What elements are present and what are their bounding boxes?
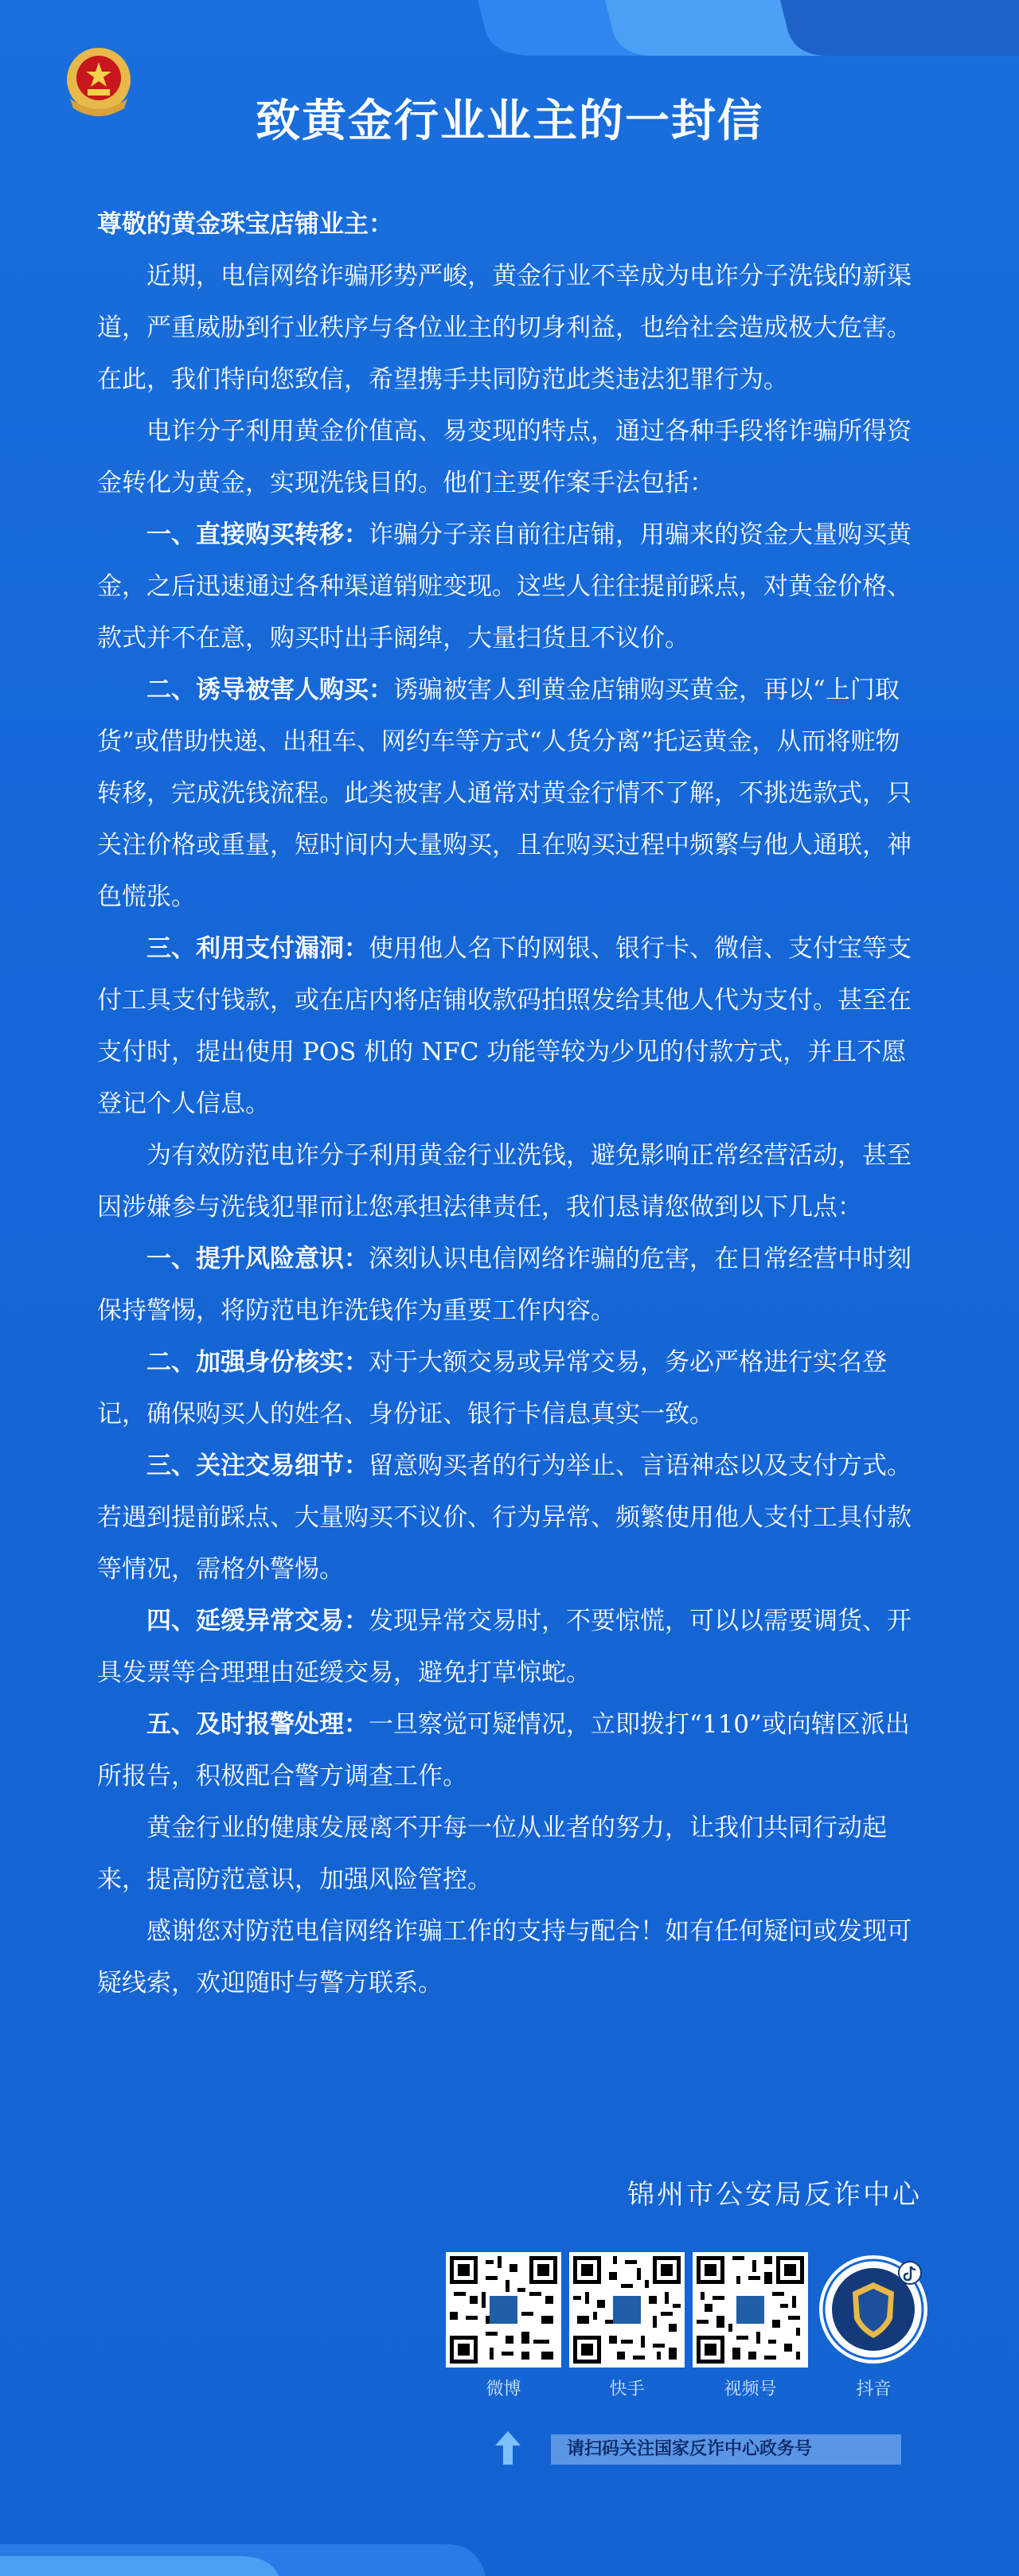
paragraph-heading: 二、加强身份核实： xyxy=(146,1348,369,1377)
paragraph-heading: 五、及时报警处理： xyxy=(146,1710,369,1739)
arrow-up-icon xyxy=(494,2430,522,2466)
paragraph-text: 深刻认识电信网络诈骗的危害，在日常经营中时刻保持警惕，将防范电诈洗钱作为重要工作内容。 xyxy=(97,1245,912,1325)
paragraph-text: 感谢您对防范电信网络诈骗工作的支持与配合！如有任何疑问或发现可疑线索，欢迎随时与警方联系。 xyxy=(97,1917,912,1997)
salutation: 尊敬的黄金珠宝店铺业主： xyxy=(97,210,393,239)
qr-label: 抖音 xyxy=(856,2379,892,2399)
scan-instruction: 请扫码关注国家反诈中心政务号 xyxy=(551,2434,901,2465)
paragraph-heading: 二、诱导被害人购买： xyxy=(146,676,393,704)
signature: 锦州市公安局反诈中心 xyxy=(627,2179,922,2211)
paragraph xyxy=(97,664,922,923)
paragraph-heading: 一、提升风险意识： xyxy=(146,1245,369,1273)
paragraph-text: 留意购买者的行为举止、言语神态以及支付方式。若遇到提前踩点、大量购买不议价、行为异常、频繁使用他人支付工具付款等情况，需格外警惕。 xyxy=(97,1452,912,1584)
paragraph xyxy=(97,1440,922,1596)
paragraph-text: 一旦察觉可疑情况，立即拨打“110”或向辖区派出所报告，积极配合警方调查工作。 xyxy=(97,1710,910,1791)
qr-label: 视频号 xyxy=(724,2379,777,2399)
scan-prompt xyxy=(494,2430,908,2466)
channels-qr-icon[interactable] xyxy=(693,2252,808,2368)
paragraph xyxy=(97,1802,922,1906)
paragraph xyxy=(97,1596,922,1699)
paragraph xyxy=(97,509,922,664)
paragraph xyxy=(97,1130,922,1233)
paragraph-heading: 四、延缓异常交易： xyxy=(146,1607,369,1635)
top-decoration xyxy=(446,0,1019,56)
paragraph-heading: 三、利用支付漏洞： xyxy=(146,934,369,963)
page-title: 致黄金行业业主的一封信 xyxy=(256,95,763,147)
letter-body xyxy=(97,199,922,2009)
paragraph xyxy=(97,406,922,509)
paragraph-text: 近期，电信网络诈骗形势严峻，黄金行业不幸成为电诈分子洗钱的新渠道，严重威胁到行业秩序与各位业主的切身利益，也给社会造成极大危害。在此，我们特向您致信，希望携手共同防范此类违法犯罪行为。 xyxy=(97,262,912,394)
paragraph-text: 发现异常交易时，不要惊慌，可以以需要调货、开具发票等合理理由延缓交易，避免打草惊蛇。 xyxy=(97,1607,912,1687)
paragraph-text: 诈骗分子亲自前往店铺，用骗来的资金大量购买黄金，之后迅速通过各种渠道销赃变现。这些人往往提前踩点，对黄金价格、款式并不在意，购买时出手阔绰，大量扫货且不议价。 xyxy=(97,520,912,653)
qr-label: 微博 xyxy=(486,2379,521,2399)
paragraph xyxy=(97,923,922,1130)
paragraph xyxy=(97,1337,922,1440)
bottom-decoration xyxy=(0,2528,1019,2576)
douyin-logo-icon[interactable] xyxy=(816,2252,931,2368)
qr-label: 快手 xyxy=(609,2379,645,2399)
paragraph-text: 对于大额交易或异常交易，务必严格进行实名登记，确保购买人的姓名、身份证、银行卡信息真实一致。 xyxy=(97,1348,887,1428)
paragraph-heading: 三、关注交易细节： xyxy=(146,1452,369,1480)
paragraph-text: 诱骗被害人到黄金店铺购买黄金，再以“上门取货”或借助快递、出租车、网约车等方式“人货分离”托运黄金，从而将赃物转移，完成洗钱流程。此类被害人通常对黄金行情不了解，不挑选款式，只关注价格或重量，短时间内大量购买，且在购买过程中频繁与他人通联，神色慌张。 xyxy=(97,676,912,911)
paragraph xyxy=(97,1699,922,1802)
paragraph xyxy=(97,251,922,406)
paragraph-text: 黄金行业的健康发展离不开每一位从业者的努力，让我们共同行动起来，提高防范意识，加强风险管控。 xyxy=(97,1814,887,1894)
weibo-qr-icon[interactable] xyxy=(446,2252,561,2368)
qr-code-row xyxy=(446,2252,931,2411)
paragraph xyxy=(97,1233,922,1337)
paragraph-text: 使用他人名下的网银、银行卡、微信、支付宝等支付工具支付钱款，或在店内将店铺收款码拍照发给其他人代为支付。甚至在支付时，提出使用 POS 机的 NFC 功能等较为少见的付款方式，并且不愿登记个人信息。 xyxy=(97,934,912,1118)
kuaishou-qr-icon[interactable] xyxy=(569,2252,685,2368)
paragraph-heading: 一、直接购买转移： xyxy=(146,520,369,549)
paragraph-text: 为有效防范电诈分子利用黄金行业洗钱，避免影响正常经营活动，甚至因涉嫌参与洗钱犯罪而让您承担法律责任，我们恳请您做到以下几点： xyxy=(97,1141,912,1222)
paragraph xyxy=(97,1906,922,2009)
paragraph-text: 电诈分子利用黄金价值高、易变现的特点，通过各种手段将诈骗所得资金转化为黄金，实现洗钱目的。他们主要作案手法包括： xyxy=(97,417,912,497)
